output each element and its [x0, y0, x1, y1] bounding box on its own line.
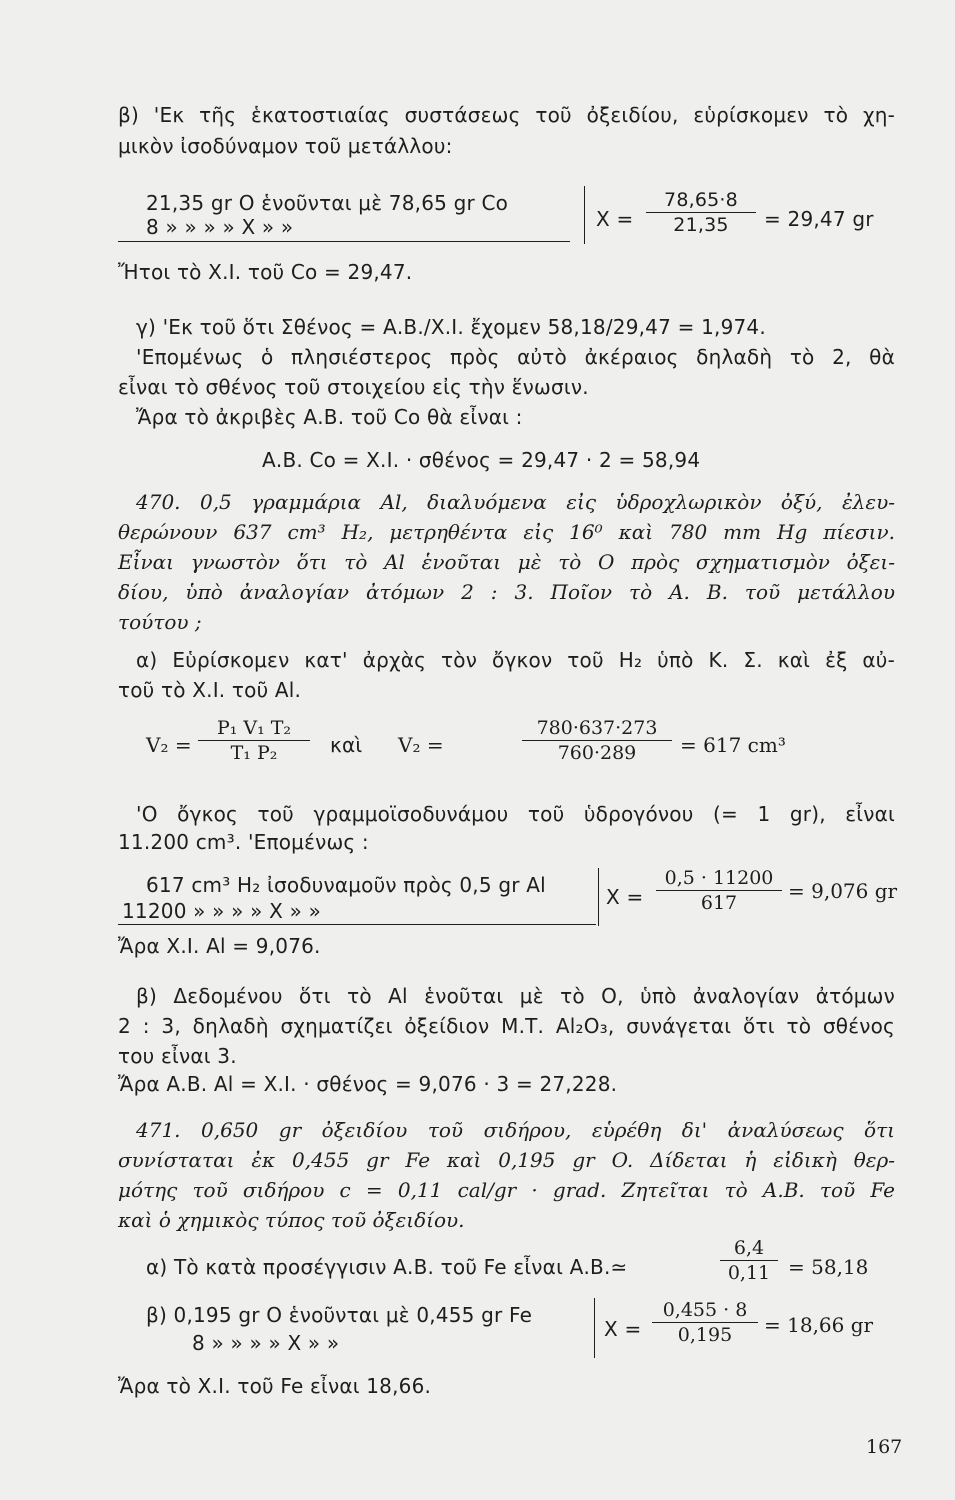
- p471-a-text: α) Τὸ κατὰ προσέγγισιν Α.Β. τοῦ Fe εἶναι Α.Β.≃: [146, 1255, 628, 1279]
- fraction-numerator: 78,65·8: [646, 188, 756, 213]
- sec2-line3: εἶναι τὸ σθένος τοῦ στοιχείου εἰς τὴν ἕνωσιν.: [118, 375, 589, 399]
- sec2-line1: γ) 'Εκ τοῦ ὅτι Σθένος = Α.Β./Χ.Ι. ἔχομεν 58,18/29,47 = 1,974.: [136, 315, 766, 339]
- sec1-conclusion: Ἤτοι τὸ Χ.Ι. τοῦ Co = 29,47.: [118, 260, 413, 284]
- problem-470-line5: τούτου ;: [118, 610, 202, 634]
- x-label-471: X =: [604, 1317, 642, 1341]
- sec1-line1: β) 'Εκ τῆς ἑκατοστιαίας συστάσεως τοῦ ὀξειδίου, εὑρίσκομεν τὸ χη-: [118, 103, 895, 127]
- problem-471-line2: συνίσταται ἐκ 0,455 gr Fe καὶ 0,195 gr O. Δίδεται ἡ εἰδικὴ θερ-: [118, 1148, 895, 1172]
- equation-fraction-2-den: 760·289: [557, 742, 637, 764]
- fraction: [646, 188, 756, 237]
- p470-b-line2: 11.200 cm³. 'Επομένως :: [118, 830, 369, 854]
- page-number: 167: [866, 1436, 903, 1458]
- p470-d-line1: β) Δεδομένου ὅτι τὸ Al ἑνοῦται μὲ τὸ O, ὑπὸ ἀναλογίαν ἀτόμων: [136, 984, 895, 1008]
- p470-a-line2: τοῦ τὸ Χ.Ι. τοῦ Al.: [118, 678, 302, 702]
- proportion-row-1: 21,35 gr O ἑνοῦνται μὲ 78,65 gr Co: [146, 191, 509, 215]
- p471-a-fraction-num: 6,4: [720, 1236, 778, 1261]
- proportion-471-separator: [594, 1298, 595, 1358]
- x-label-470: X =: [606, 885, 644, 909]
- problem-470-line3: Εἶναι γνωστὸν ὅτι τὸ Al ἑνοῦται μὲ τὸ O πρὸς σχηματισμὸν ὀξει-: [118, 550, 895, 574]
- fraction-471-num: 0,455 · 8: [652, 1298, 758, 1323]
- equation-v2-label: V₂ =: [146, 733, 192, 757]
- fraction-result: = 29,47 gr: [764, 207, 874, 231]
- problem-471-line1: 471. 0,650 gr ὀξειδίου τοῦ σιδήρου, εὑρέθη δι' ἀναλύσεως ὅτι: [136, 1118, 895, 1142]
- p470-a-line1: α) Εὑρίσκομεν κατ' ἀρχὰς τὸν ὄγκον τοῦ H₂ ὑπὸ Κ. Σ. καὶ ἐξ αὐ-: [136, 648, 895, 672]
- proportion-underline: [118, 241, 570, 242]
- fraction-denominator: 21,35: [673, 214, 729, 236]
- sec2-line2: 'Επομένως ὁ πλησιέστερος πρὸς αὐτὸ ἀκέραιος δηλαδὴ τὸ 2, θὰ: [136, 345, 895, 369]
- proportion-471-row-1: β) 0,195 gr O ἑνοῦνται μὲ 0,455 gr Fe: [146, 1303, 533, 1327]
- problem-470-line1: 470. 0,5 γραμμάρια Al, διαλυόμενα εἰς ὑδροχλωρικὸν ὀξύ, ἐλευ-: [136, 490, 895, 514]
- sec2-line5: Α.Β. Co = Χ.Ι. · σθένος = 29,47 · 2 = 58,94: [262, 448, 701, 472]
- equation-fraction-1-den: T₁ P₂: [230, 742, 278, 764]
- sec2-line4: Ἄρα τὸ ἀκριβὲς Α.Β. τοῦ Co θὰ εἶναι :: [136, 405, 523, 429]
- p470-d-line2: 2 : 3, δηλαδὴ σχηματίζει ὀξείδιον Μ.Τ. Al₂O₃, συνάγεται ὅτι τὸ σθένος: [118, 1014, 895, 1038]
- p470-b-line1: 'Ο ὄγκος τοῦ γραμμοϊσοδυνάμου τοῦ ὑδρογόνου (= 1 gr), εἶναι: [136, 802, 895, 826]
- proportion-row-2: 8 » » » » X » »: [146, 215, 294, 239]
- problem-470-line4: δίου, ὑπὸ ἀναλογίαν ἀτόμων 2 : 3. Ποῖον τὸ Α. Β. τοῦ μετάλλου: [118, 580, 895, 604]
- proportion-470-separator: [598, 868, 599, 926]
- proportion-470-underline: [118, 924, 596, 925]
- equation-fraction-2: [522, 716, 672, 765]
- p470-c-line1: Ἄρα Χ.Ι. Al = 9,076.: [118, 934, 321, 958]
- equation-kai: καὶ: [330, 733, 363, 757]
- fraction-470-den: 617: [700, 892, 738, 914]
- proportion-separator: [584, 186, 585, 244]
- x-label: X =: [596, 207, 634, 231]
- p471-conclusion: Ἄρα τὸ Χ.Ι. τοῦ Fe εἶναι 18,66.: [118, 1374, 432, 1398]
- fraction-471-den: 0,195: [677, 1324, 733, 1346]
- problem-471-line4: καὶ ὁ χημικὸς τύπος τοῦ ὀξειδίου.: [118, 1208, 465, 1232]
- equation-fraction-2-num: 780·637·273: [522, 716, 672, 741]
- fraction-470-result: = 9,076 gr: [788, 879, 898, 903]
- sec1-line2: μικὸν ἰσοδύναμον τοῦ μετάλλου:: [118, 134, 453, 158]
- p471-a-result: = 58,18: [788, 1255, 869, 1279]
- proportion-471-row-2: 8 » » » » X » »: [192, 1331, 340, 1355]
- p470-d-line3: του εἶναι 3.: [118, 1044, 237, 1068]
- problem-470-line2: θερώνουν 637 cm³ H₂, μετρηθέντα εἰς 16⁰ καὶ 780 mm Hg πίεσιν.: [118, 520, 895, 544]
- fraction-471-result: = 18,66 gr: [764, 1313, 874, 1337]
- p471-a-fraction: [720, 1236, 778, 1285]
- equation-v2-label-2: V₂ =: [398, 733, 444, 757]
- problem-471-line3: μότης τοῦ σιδήρου c = 0,11 cal/gr · grad. Ζητεῖται τὸ Α.Β. τοῦ Fe: [118, 1178, 895, 1202]
- proportion-470-row-1: 617 cm³ H₂ ἰσοδυναμοῦν πρὸς 0,5 gr Al: [146, 873, 546, 897]
- equation-result: = 617 cm³: [680, 733, 786, 757]
- p471-a-fraction-den: 0,11: [727, 1262, 771, 1284]
- equation-fraction-1: [198, 716, 310, 765]
- fraction-471: [652, 1298, 758, 1347]
- p470-d-line4: Ἄρα Α.Β. Al = Χ.Ι. · σθένος = 9,076 · 3 = 27,228.: [118, 1072, 618, 1096]
- proportion-470-row-2: 11200 » » » » X » »: [122, 899, 322, 923]
- fraction-470-num: 0,5 · 11200: [656, 866, 782, 891]
- fraction-470: [656, 866, 782, 915]
- equation-fraction-1-num: P₁ V₁ T₂: [198, 716, 310, 741]
